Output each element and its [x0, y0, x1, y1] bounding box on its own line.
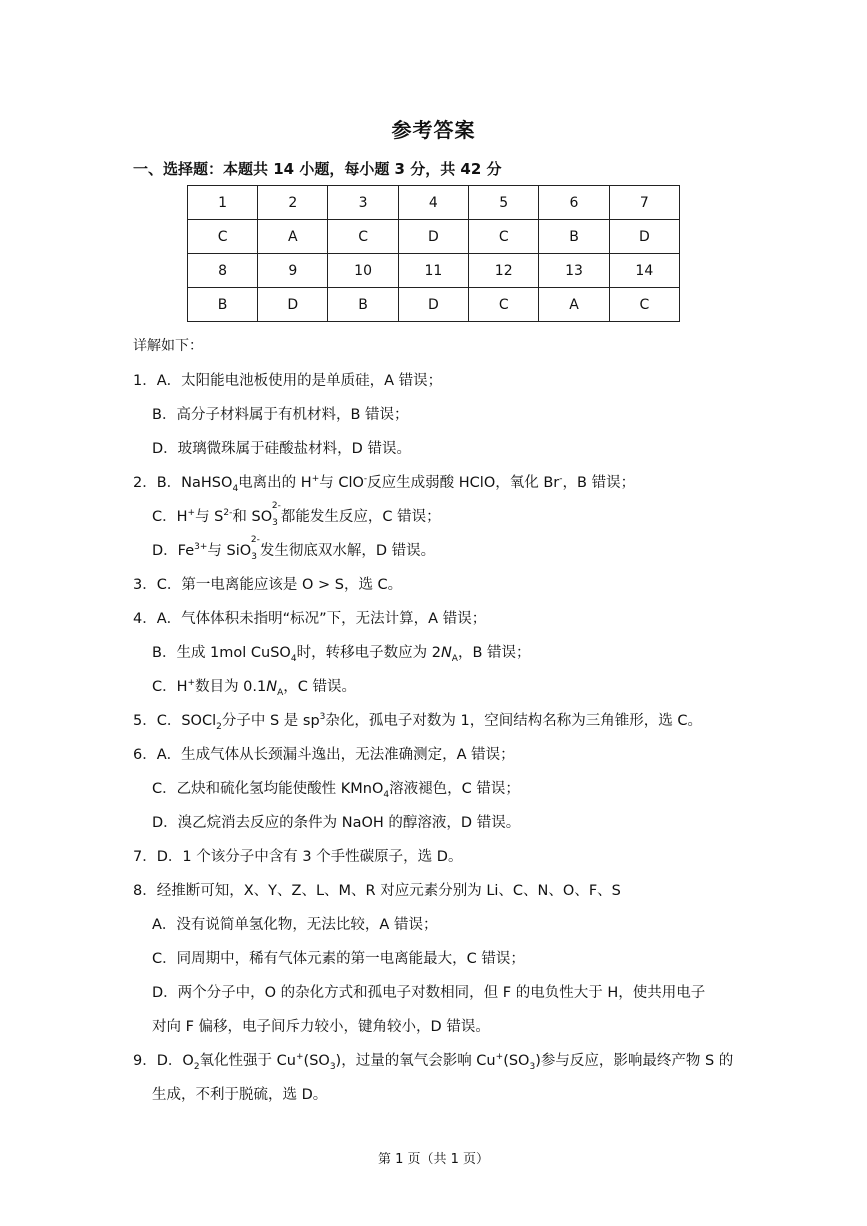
detail-heading: 详解如下：: [133, 338, 203, 354]
explanation-3: 3．C．第一电离能应该是 O > S，选 C。: [133, 577, 403, 593]
table-cell: C: [469, 220, 539, 254]
explanation-8c: C．同周期中，稀有气体元素的第一电离能最大，C 错误；: [152, 951, 525, 967]
explanation-4b: B．生成 1mol CuSO$_4$时，转移电子数应为 $2N_A$，B 错误；: [152, 645, 531, 664]
table-cell: 8: [188, 254, 258, 288]
explanation-6d: D．溴乙烷消去反应的条件为 NaOH 的醇溶液，D 错误。: [152, 815, 521, 831]
table-cell: A: [258, 220, 328, 254]
table-cell: 12: [469, 254, 539, 288]
explanation-6a: 6．A．生成气体从长颈漏斗逸出，无法准确测定，A 错误；: [133, 747, 515, 763]
table-cell: D: [398, 288, 468, 322]
table-cell: 14: [609, 254, 679, 288]
table-cell: 10: [328, 254, 398, 288]
explanation-8d-line2: 对向 F 偏移，电子间斥力较小，键角较小，D 错误。: [152, 1019, 490, 1035]
page-title: 参考答案: [391, 118, 476, 142]
table-cell: 9: [258, 254, 328, 288]
explanation-1b: B．高分子材料属于有机材料，B 错误；: [152, 407, 409, 423]
table-row-answers: [188, 288, 680, 322]
table-cell: C: [188, 220, 258, 254]
explanation-5: 5．C．SOCl$_2$分子中 S 是 $sp^3$杂化，孤电子对数为 1，空间结构名称为三角锥形，选 C。: [133, 712, 702, 732]
explanation-8a: A．没有说简单氢化物，无法比较，A 错误；: [152, 917, 438, 933]
explanation-4c: C．H+数目为 $0.1N_A$，C 错误。: [152, 678, 357, 698]
table-cell: 7: [609, 186, 679, 220]
table-cell: D: [398, 220, 468, 254]
explanation-9-line2: 生成，不利于脱硫，选 D。: [152, 1087, 328, 1103]
table-cell: D: [258, 288, 328, 322]
explanation-1a: 1．A．太阳能电池板使用的是单质硅，A 错误；: [133, 373, 443, 389]
page-footer: 第 1 页（共 1 页）: [377, 1152, 490, 1167]
table-cell: C: [469, 288, 539, 322]
table-cell: 5: [469, 186, 539, 220]
table-cell: 1: [188, 186, 258, 220]
table-cell: A: [539, 288, 609, 322]
table-cell: C: [328, 220, 398, 254]
answer-table: [187, 185, 680, 322]
table-row-question-numbers: [188, 254, 680, 288]
table-cell: 3: [328, 186, 398, 220]
explanation-2c: C．H+与 $S^{2-}$和 $SO_3^{2-}$都能发生反应，C 错误；: [152, 501, 441, 528]
explanation-4a: 4．A．气体体积未指明“标况”下，无法计算，A 错误；: [133, 611, 487, 627]
table-cell: 4: [398, 186, 468, 220]
explanation-8: 8．经推断可知，X、Y、Z、L、M、R 对应元素分别为 Li、C、N、O、F、S: [133, 883, 621, 899]
section-heading: 一、选择题：本题共 14 小题，每小题 3 分，共 42 分: [133, 160, 502, 178]
explanation-1d: D．玻璃微珠属于硅酸盐材料，D 错误。: [152, 441, 411, 457]
table-cell: D: [609, 220, 679, 254]
table-cell: 13: [539, 254, 609, 288]
table-cell: C: [609, 288, 679, 322]
table-cell: 11: [398, 254, 468, 288]
explanation-7: 7．D．1 个该分子中含有 3 个手性碳原子，选 D。: [133, 849, 463, 865]
explanation-6c: C．乙炔和硫化氢均能使酸性 KMnO$_4$溶液褪色，C 错误；: [152, 781, 520, 800]
table-row-answers: [188, 220, 680, 254]
table-row-question-numbers: [188, 186, 680, 220]
table-cell: 2: [258, 186, 328, 220]
table-cell: 6: [539, 186, 609, 220]
table-cell: B: [539, 220, 609, 254]
table-cell: B: [188, 288, 258, 322]
explanation-2b: 2．B．NaHSO$_4$电离出的 H+与 ClO-反应生成弱酸 HClO，氧化 Br-，B 错误；: [133, 474, 636, 494]
explanation-8d-line1: D．两个分子中，O 的杂化方式和孤电子对数相同，但 F 的电负性大于 H，使共用电子: [152, 985, 706, 1001]
explanation-9: 9．D．$O_2$氧化性强于 $Cu^+(SO_3)$，过量的氧气会影响 $Cu^+(SO_3)$参与反应，影响最终产物 S 的: [133, 1052, 734, 1072]
table-cell: B: [328, 288, 398, 322]
explanation-2d: D．$Fe^{3+}$与 SiO$_3^{2-}$发生彻底双水解，D 错误。: [152, 535, 436, 562]
